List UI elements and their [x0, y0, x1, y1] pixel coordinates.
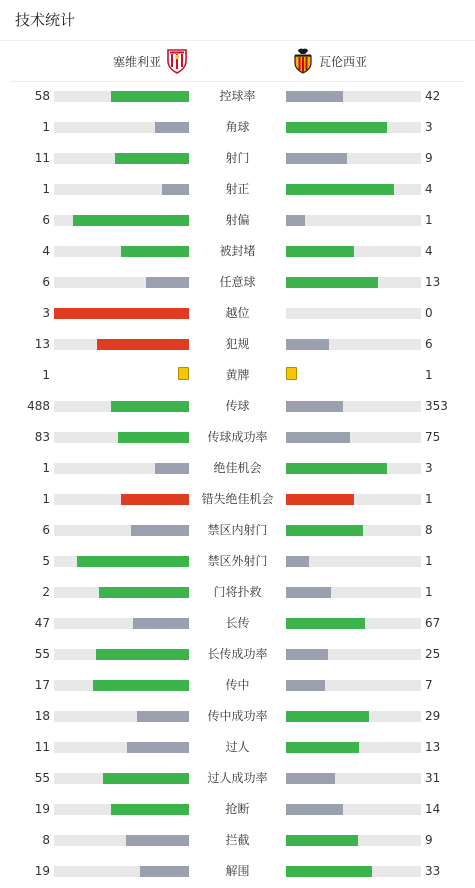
away-value: 3: [425, 461, 433, 475]
away-bar-fill: [286, 184, 394, 195]
away-value: 6: [425, 337, 433, 351]
stat-label: 犯规: [225, 337, 250, 351]
home-bar-track: [54, 804, 189, 815]
away-bar-track: [286, 153, 421, 164]
home-bar-fill: [162, 184, 189, 195]
stat-label: 长传成功率: [207, 647, 268, 661]
away-bar-fill: [286, 246, 354, 257]
away-bar-fill: [286, 215, 305, 226]
stat-row: [0, 484, 475, 515]
stat-label: 错失绝佳机会: [201, 492, 274, 506]
stat-label: 门将扑救: [213, 585, 262, 599]
away-value: 1: [425, 213, 433, 227]
away-bar-track: [286, 587, 421, 598]
stat-label: 传中: [225, 678, 250, 692]
yellow-card-icon: [286, 367, 297, 380]
stat-label: 传球: [225, 399, 250, 413]
stat-row: [0, 670, 475, 701]
home-bar-track: [54, 308, 189, 319]
away-value: 1: [425, 492, 433, 506]
home-bar-fill: [93, 680, 189, 691]
home-value: 4: [42, 244, 50, 258]
home-bar-track: [54, 246, 189, 257]
away-bar-track: [286, 742, 421, 753]
home-bar-track: [54, 215, 189, 226]
away-bar-track: [286, 618, 421, 629]
away-bar-fill: [286, 401, 343, 412]
stat-row: [0, 143, 475, 174]
stat-row: [0, 825, 475, 856]
home-bar-track: [54, 184, 189, 195]
away-value: 14: [425, 802, 441, 816]
home-value: 17: [34, 678, 50, 692]
stat-row: [0, 856, 475, 887]
stat-row: [0, 639, 475, 670]
home-value: 6: [42, 213, 50, 227]
home-bar-fill: [111, 91, 189, 102]
home-bar-track: [54, 277, 189, 288]
home-bar-fill: [118, 432, 189, 443]
away-bar-fill: [286, 91, 343, 102]
home-bar-track: [54, 866, 189, 877]
away-bar-track: [286, 680, 421, 691]
stat-row: [0, 732, 475, 763]
stat-row: [0, 608, 475, 639]
away-bar-fill: [286, 432, 350, 443]
stat-row: [0, 329, 475, 360]
stat-row: [0, 298, 475, 329]
away-bar-fill: [286, 277, 378, 288]
away-value: 4: [425, 182, 433, 196]
away-bar-track: [286, 835, 421, 846]
away-value: 8: [425, 523, 433, 537]
away-value: 75: [425, 430, 441, 444]
home-value: 55: [34, 647, 50, 661]
stat-label: 拦截: [225, 833, 250, 847]
away-bar-fill: [286, 122, 387, 133]
home-value: 3: [42, 306, 50, 320]
stat-row: [0, 236, 475, 267]
home-bar-track: [54, 711, 189, 722]
away-team[interactable]: [292, 47, 367, 75]
home-value: 8: [42, 833, 50, 847]
stat-label: 传中成功率: [207, 709, 268, 723]
stat-row: [0, 81, 475, 112]
yellow-card-icon: [178, 367, 189, 380]
away-bar-track: [286, 649, 421, 660]
away-bar-track: [286, 432, 421, 443]
away-bar-track: [286, 184, 421, 195]
away-bar-fill: [286, 463, 387, 474]
home-value: 2: [42, 585, 50, 599]
away-bar-track: [286, 804, 421, 815]
home-bar-track: [54, 618, 189, 629]
stat-label: 射偏: [225, 213, 250, 227]
home-bar-track: [54, 587, 189, 598]
away-bar-fill: [286, 153, 347, 164]
stat-row: [0, 360, 475, 391]
home-bar-fill: [140, 866, 189, 877]
away-team-name: 瓦伦西亚: [319, 54, 368, 69]
home-value: 488: [27, 399, 50, 413]
home-value: 83: [34, 430, 50, 444]
away-bar-track: [286, 401, 421, 412]
stat-row: [0, 267, 475, 298]
away-bar-track: [286, 122, 421, 133]
stat-row: [0, 391, 475, 422]
away-value: 0: [425, 306, 433, 320]
home-value: 19: [34, 864, 50, 878]
stat-label: 过人成功率: [207, 771, 268, 785]
home-bar-track: [54, 494, 189, 505]
home-bar-track: [54, 153, 189, 164]
home-bar-track: [54, 463, 189, 474]
away-bar-fill: [286, 494, 354, 505]
stat-label: 长传: [225, 616, 250, 630]
away-bar-track: [286, 556, 421, 567]
stat-row: [0, 422, 475, 453]
away-value: 25: [425, 647, 441, 661]
away-value: 9: [425, 151, 433, 165]
home-bar-fill: [111, 804, 189, 815]
home-bar-track: [54, 742, 189, 753]
home-bar-track: [54, 432, 189, 443]
home-bar-track: [54, 556, 189, 567]
away-bar-track: [286, 463, 421, 474]
home-value: 19: [34, 802, 50, 816]
home-bar-track: [54, 91, 189, 102]
away-bar-fill: [286, 773, 335, 784]
home-bar-fill: [155, 463, 189, 474]
home-bar-fill: [97, 339, 189, 350]
home-bar-fill: [99, 587, 189, 598]
away-value: 42: [425, 89, 441, 103]
away-bar-fill: [286, 339, 329, 350]
stat-row: [0, 763, 475, 794]
away-value: 3: [425, 120, 433, 134]
home-value: 1: [42, 492, 50, 506]
home-bar-track: [54, 122, 189, 133]
home-bar-fill: [96, 649, 189, 660]
home-bar-fill: [121, 494, 189, 505]
home-value: 1: [42, 461, 50, 475]
home-bar-track: [54, 773, 189, 784]
stat-label: 射门: [225, 151, 250, 165]
away-bar-fill: [286, 618, 365, 629]
stat-label: 越位: [225, 306, 250, 320]
away-bar-fill: [286, 649, 328, 660]
stat-row: [0, 577, 475, 608]
stat-label: 传球成功率: [207, 430, 268, 444]
home-team-name: 塞维利亚: [112, 54, 161, 69]
home-team[interactable]: [113, 47, 188, 75]
stat-label: 抢断: [225, 802, 250, 816]
stat-row: [0, 546, 475, 577]
away-bar-track: [286, 866, 421, 877]
home-value: 11: [34, 151, 50, 165]
stat-label: 禁区外射门: [207, 554, 268, 568]
away-bar-track: [286, 494, 421, 505]
teams-row: [10, 41, 465, 82]
away-bar-track: [286, 773, 421, 784]
home-value: 55: [34, 771, 50, 785]
home-bar-track: [54, 835, 189, 846]
stat-row: [0, 515, 475, 546]
away-bar-track: [286, 91, 421, 102]
stat-label: 黄牌: [225, 368, 250, 382]
stat-label: 绝佳机会: [213, 461, 262, 475]
away-bar-fill: [286, 742, 359, 753]
stat-label: 禁区内射门: [207, 523, 268, 537]
home-value: 6: [42, 523, 50, 537]
away-value: 67: [425, 616, 441, 630]
home-value: 13: [34, 337, 50, 351]
away-bar-track: [286, 525, 421, 536]
home-value: 11: [34, 740, 50, 754]
away-bar-fill: [286, 587, 331, 598]
home-bar-fill: [131, 525, 189, 536]
page-title: 技术统计: [15, 11, 76, 29]
home-bar-fill: [146, 277, 189, 288]
away-value: 13: [425, 275, 441, 289]
away-bar-track: [286, 711, 421, 722]
stat-label: 角球: [225, 120, 250, 134]
home-bar-fill: [126, 835, 189, 846]
away-value: 31: [425, 771, 441, 785]
stat-label: 控球率: [219, 89, 256, 103]
home-bar-fill: [155, 122, 189, 133]
home-bar-track: [54, 680, 189, 691]
home-value: 6: [42, 275, 50, 289]
home-bar-track: [54, 339, 189, 350]
stat-label: 任意球: [219, 275, 256, 289]
away-bar-fill: [286, 680, 325, 691]
stats-header: [0, 0, 475, 41]
stats-list: [0, 81, 475, 887]
away-bar-fill: [286, 804, 343, 815]
home-value: 5: [42, 554, 50, 568]
home-value: 1: [42, 368, 50, 382]
away-value: 1: [425, 554, 433, 568]
away-bar-fill: [286, 525, 363, 536]
home-bar-fill: [133, 618, 189, 629]
stat-row: [0, 701, 475, 732]
home-value: 1: [42, 120, 50, 134]
stat-row: [0, 205, 475, 236]
away-value: 9: [425, 833, 433, 847]
stat-label: 射正: [225, 182, 250, 196]
home-bar-fill: [73, 215, 189, 226]
away-bar-track: [286, 246, 421, 257]
away-bar-fill: [286, 835, 358, 846]
home-value: 18: [34, 709, 50, 723]
away-value: 4: [425, 244, 433, 258]
away-bar-fill: [286, 556, 309, 567]
home-bar-fill: [54, 308, 189, 319]
away-bar-track: [286, 308, 421, 319]
away-value: 1: [425, 585, 433, 599]
sevilla-crest-icon: [166, 48, 188, 74]
away-value: 1: [425, 368, 433, 382]
home-bar-fill: [77, 556, 189, 567]
away-bar-fill: [286, 866, 372, 877]
stat-label: 过人: [225, 740, 250, 754]
away-bar-track: [286, 339, 421, 350]
away-value: 353: [425, 399, 448, 413]
stat-label: 解围: [225, 864, 250, 878]
home-bar-fill: [103, 773, 189, 784]
home-bar-track: [54, 525, 189, 536]
home-value: 1: [42, 182, 50, 196]
home-bar-fill: [111, 401, 189, 412]
away-bar-fill: [286, 711, 369, 722]
home-bar-fill: [121, 246, 189, 257]
away-value: 7: [425, 678, 433, 692]
home-bar-fill: [115, 153, 189, 164]
away-bar-track: [286, 215, 421, 226]
away-value: 13: [425, 740, 441, 754]
stat-row: [0, 453, 475, 484]
away-bar-track: [286, 277, 421, 288]
home-bar-track: [54, 401, 189, 412]
away-value: 33: [425, 864, 441, 878]
valencia-crest-icon: [292, 48, 314, 74]
home-bar-track: [54, 649, 189, 660]
stat-row: [0, 794, 475, 825]
home-value: 47: [34, 616, 50, 630]
stat-row: [0, 112, 475, 143]
home-bar-fill: [137, 711, 189, 722]
stat-label: 被封堵: [219, 244, 256, 258]
home-value: 58: [34, 89, 50, 103]
away-value: 29: [425, 709, 441, 723]
home-bar-fill: [127, 742, 189, 753]
stat-row: [0, 174, 475, 205]
